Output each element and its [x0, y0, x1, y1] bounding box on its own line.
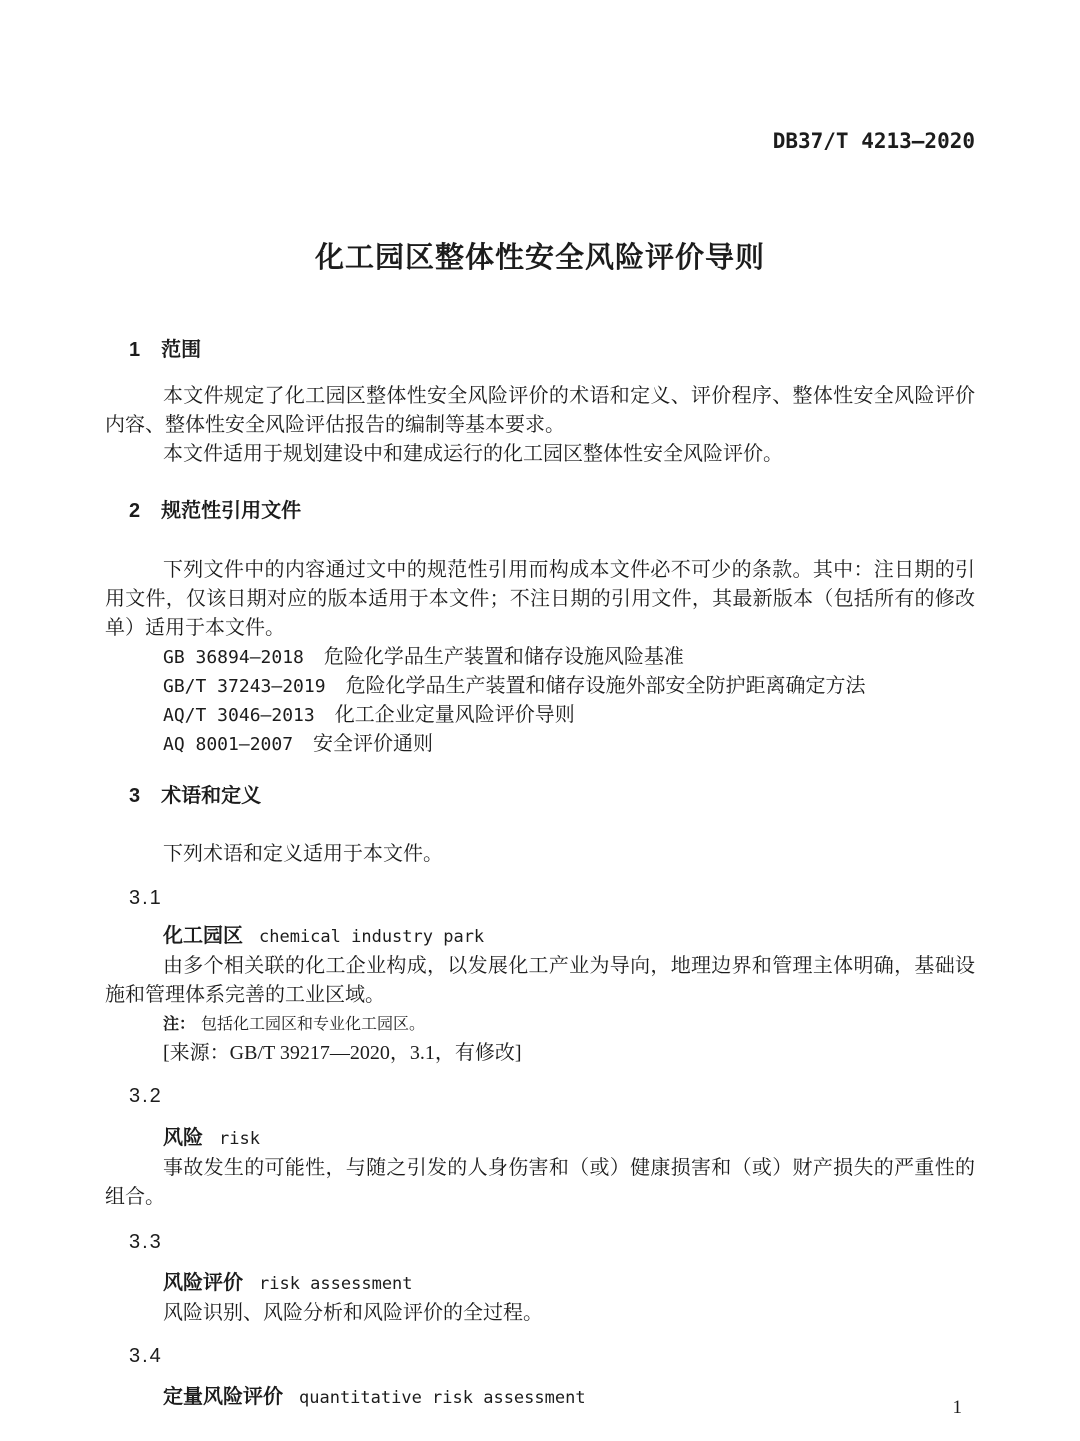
scope-paragraph-2: 本文件适用于规划建设中和建成运行的化工园区整体性安全风险评价。: [163, 443, 783, 465]
terms-intro-paragraph: 下列术语和定义适用于本文件。: [163, 843, 443, 865]
term-english: chemical industry park: [259, 927, 485, 947]
section-heading-text: 范围: [161, 339, 202, 361]
reference-code: AQ/T 3046—2013: [163, 705, 315, 726]
term-note: [105, 1010, 975, 1039]
reference-code: GB/T 37243—2019: [163, 676, 326, 697]
reference-item: [105, 730, 975, 759]
term-english: risk: [219, 1129, 260, 1149]
reference-title: 安全评价通则: [313, 733, 434, 755]
note-text: 包括化工园区和专业化工园区。: [201, 1016, 426, 1033]
section-number: 3: [129, 785, 141, 807]
section-heading-scope: [129, 336, 975, 365]
references-intro-paragraph: 下列文件中的内容通过文中的规范性引用而构成本文件必不可少的条款。其中：注日期的引用文件，仅该日期对应的版本适用于本文件；不注日期的引用文件，其最新版本（包括所有的修改单）适用于本文件。: [105, 559, 975, 639]
reference-title: 危险化学品生产装置和储存设施风险基准: [323, 646, 684, 668]
reference-item: [105, 672, 975, 701]
section-heading-text: 规范性引用文件: [161, 500, 302, 522]
reference-title: 危险化学品生产装置和储存设施外部安全防护距离确定方法: [345, 675, 866, 697]
section-number: 2: [129, 500, 141, 522]
term-entry-risk-assessment: [105, 1269, 975, 1299]
document-title: 化工园区整体性安全风险评价导则: [314, 242, 765, 274]
page-number: 1: [952, 1397, 962, 1418]
reference-item: [105, 701, 975, 730]
reference-item: [105, 643, 975, 672]
term-chinese: 化工园区: [163, 925, 243, 947]
note-label: 注：: [163, 1016, 196, 1033]
section-heading-normative-references: [129, 497, 975, 526]
scope-paragraph-1: 本文件规定了化工园区整体性安全风险评价的术语和定义、评价程序、整体性安全风险评价内容、整体性安全风险评估报告的编制等基本要求。: [105, 385, 975, 436]
section-heading-text: 术语和定义: [161, 785, 262, 807]
section-heading-terms-definitions: [129, 782, 975, 811]
term-chinese: 定量风险评价: [163, 1386, 283, 1408]
term-english: risk assessment: [259, 1274, 413, 1294]
clause-number-3-3: 3.3: [129, 1231, 163, 1253]
term-definition: 由多个相关联的化工企业构成，以发展化工产业为导向，地理边界和管理主体明确，基础设施和管理体系完善的工业区域。: [105, 955, 975, 1006]
term-source: [来源：GB/T 39217—2020，3.1，有修改]: [163, 1042, 522, 1064]
standard-code: DB37/T 4213—2020: [772, 129, 975, 153]
reference-code: AQ 8001—2007: [163, 734, 294, 755]
term-entry-quantitative-risk-assessment: [105, 1383, 975, 1413]
term-definition: 风险识别、风险分析和风险评价的全过程。: [163, 1302, 543, 1324]
term-entry-risk: [105, 1124, 975, 1154]
clause-number-3-2: 3.2: [129, 1085, 163, 1107]
reference-title: 化工企业定量风险评价导则: [334, 704, 575, 726]
reference-code: GB 36894—2018: [163, 647, 304, 668]
clause-number-3-1: 3.1: [129, 887, 163, 909]
term-definition: 事故发生的可能性，与随之引发的人身伤害和（或）健康损害和（或）财产损失的严重性的组合。: [105, 1157, 975, 1208]
section-number: 1: [129, 339, 141, 361]
term-chinese: 风险评价: [163, 1272, 243, 1294]
term-entry-chemical-industry-park: [105, 922, 975, 952]
term-english: quantitative risk assessment: [299, 1388, 586, 1408]
clause-number-3-4: 3.4: [129, 1345, 163, 1367]
term-chinese: 风险: [163, 1127, 203, 1149]
